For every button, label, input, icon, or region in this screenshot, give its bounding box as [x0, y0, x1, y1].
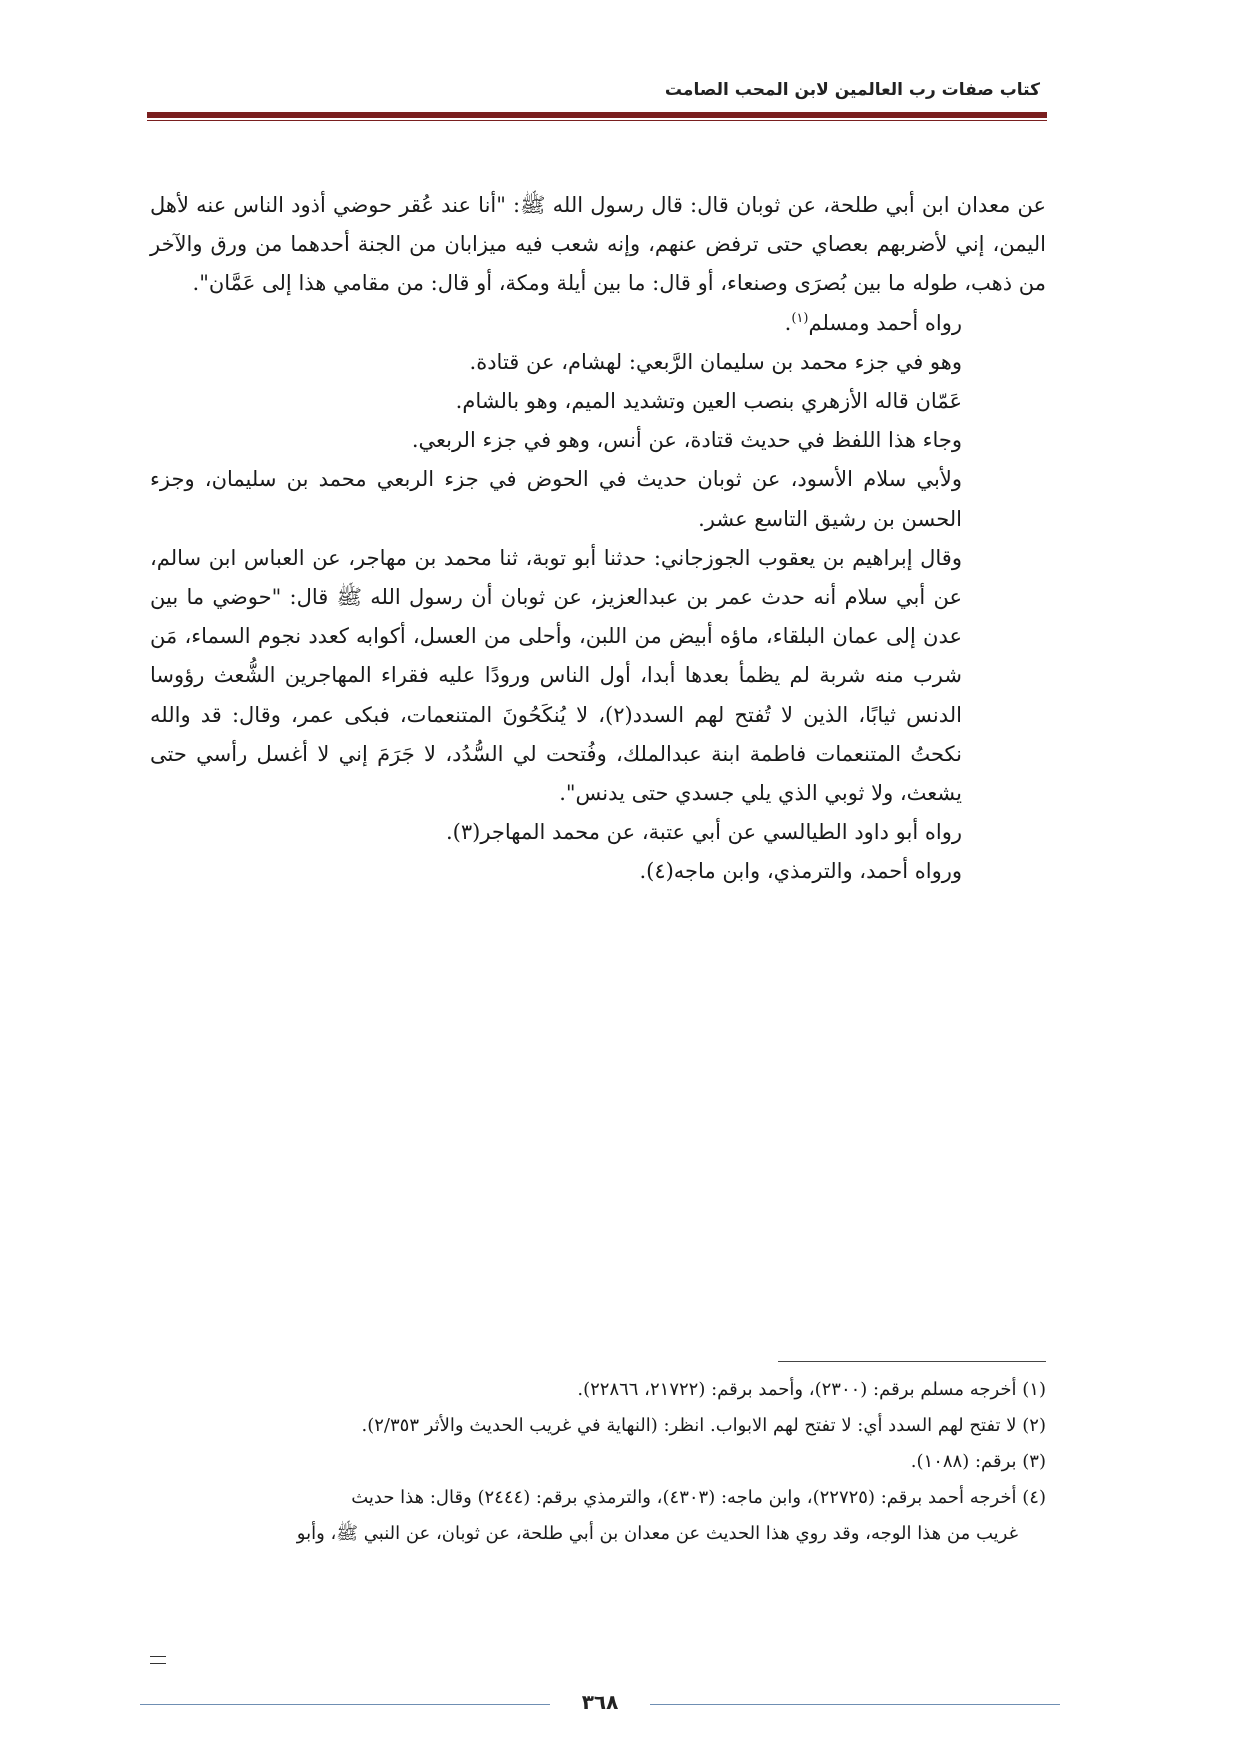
paragraph: وهو في جزء محمد بن سليمان الرَّبعي: لهشام، عن قتادة.	[469, 349, 962, 374]
paragraph-end: .	[784, 310, 792, 335]
footnote-separator	[778, 1361, 1046, 1362]
main-text	[150, 186, 1046, 892]
footnote-continuation: غريب من هذا الوجه، وقد روي هذا الحديث عن معدان بن أبي طلحة، عن ثوبان، عن النبي ﷺ، وأبو	[296, 1523, 1018, 1544]
footnote: (٤) أخرجه أحمد برقم: (٢٢٧٢٥)، وابن ماجه: (٤٣٠٣)، والترمذي برقم: (٢٤٤٤) وقال: هذا حديث	[351, 1487, 1046, 1508]
paragraph: عن معدان ابن أبي طلحة، عن ثوبان قال: قال رسول الله ﷺ: "أنا عند عُقر حوضي أذود الناس عنه لأهل اليمن، إني لأضربهم بعصاي حتى ترفض عنهم، وإنه شعب فيه ميزابان من الجنة أحدهما من ورق والآخر من ذهب، طوله ما بين بُصرَى وصنعاء، أو قال: ما بين أيلة ومكة، أو قال: من مقامي هذا إلى عَمَّان".	[150, 193, 1046, 296]
paragraph: وجاء هذا اللفظ في حديث قتادة، عن أنس، وهو في جزء الربعي.	[411, 428, 962, 453]
footer-rule-right	[650, 1704, 1060, 1705]
paragraph: عَمّان قاله الأزهري بنصب العين وتشديد الميم، وهو بالشام.	[455, 389, 962, 414]
footnotes	[150, 1372, 1046, 1552]
footnote-ref: (١)	[791, 310, 809, 326]
footer-rule-left	[140, 1704, 550, 1705]
paragraph: رواه أبو داود الطيالسي عن أبي عتبة، عن محمد المهاجر(٣).	[445, 820, 962, 845]
footnote: (٣) برقم: (١٠٨٨).	[910, 1451, 1046, 1472]
header-rule	[147, 112, 1047, 118]
paragraph: ولأبي سلام الأسود، عن ثوبان حديث في الحوض في جزء الربعي محمد بن سليمان، وجزء الحسن بن رشيق التاسع عشر.	[150, 467, 962, 531]
continuation-mark	[150, 1656, 166, 1664]
paragraph: ورواه أحمد، والترمذي، وابن ماجه(٤).	[639, 859, 962, 884]
page-number: ٣٦٨	[581, 1690, 619, 1714]
paragraph: وقال إبراهيم بن يعقوب الجوزجاني: حدثنا أبو توبة، ثنا محمد بن مهاجر، عن العباس ابن سالم، عن أبي سلام أنه حدث عمر بن عبدالعزيز، عن ثوبان أن رسول الله ﷺ قال: "حوضي ما بين عدن إلى عمان البلقاء، ماؤه أبيض من اللبن، وأحلى من العسل، أكوابه كعدد نجوم السماء، مَن شرب منه شربة لم يظمأ بعدها أبدا، أول الناس ورودًا عليه فقراء المهاجرين الشُّعث رؤوسا الدنس ثيابًا، الذين لا تُفتح لهم السدد(٢)، لا يُنكَحُونَ المتنعمات، فبكى عمر، وقال: قد والله نكحتُ المتنعمات فاطمة ابنة عبدالملك، وفُتحت لي السُّدُد، لا جَرَمَ إني لا أغسل رأسي حتى يشعث، ولا ثوبي الذي يلي جسدي حتى يدنس".	[150, 545, 962, 806]
paragraph-text: رواه أحمد ومسلم	[808, 310, 962, 335]
header-rule-thin	[147, 120, 1047, 121]
footnote: (٢) لا تفتح لهم السدد أي: لا تفتح لهم الابواب. انظر: (النهاية في غريب الحديث والأثر ٢/٣٥٣).	[361, 1415, 1046, 1436]
paragraph	[150, 304, 1046, 343]
footnote: (١) أخرجه مسلم برقم: (٢٣٠٠)، وأحمد برقم: (٢١٧٢٢، ٢٢٨٦٦).	[577, 1379, 1046, 1400]
running-header-title: كتاب صفات رب العالمين لابن المحب الصامت	[664, 80, 1040, 100]
